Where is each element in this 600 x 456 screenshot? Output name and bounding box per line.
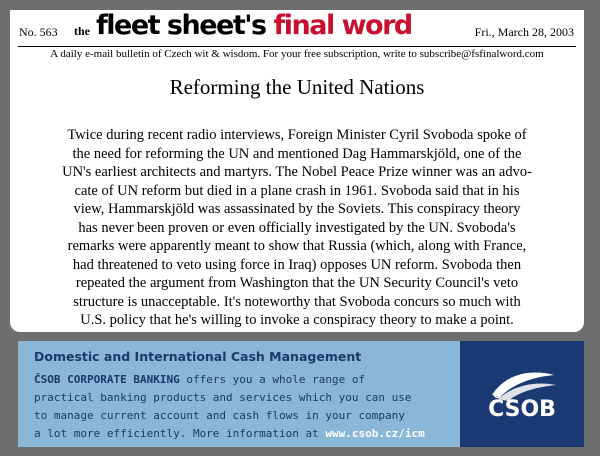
- ad-company-name: ČSOB CORPORATE BANKING: [34, 373, 180, 386]
- article-headline: Reforming the United Nations: [169, 75, 425, 99]
- issue-number: No. 563: [19, 25, 58, 39]
- issue-date: Fri., March 28, 2003: [474, 25, 574, 39]
- ad-line: to manage current account and cash flows in your company: [34, 409, 405, 422]
- article-line: repeated the argument from Washington that the UN Security Council's veto: [75, 275, 519, 291]
- logo-black-text: fleet sheet's: [96, 10, 274, 41]
- article-line: UN's earliest architects and martyrs. The Nobel Peace Prize winner was an advo-: [62, 164, 532, 180]
- article-line: cate of UN reform but died in a plane crash in 1961. Svoboda said that in his: [74, 182, 520, 199]
- ad-heading: Domestic and International Cash Management: [34, 349, 362, 364]
- logo-the: the: [74, 24, 90, 38]
- article-line: U.S. policy that he's willing to invoke a conspiracy theory to make a point.: [80, 312, 514, 328]
- brand-name: ČSOB: [488, 397, 556, 422]
- bulletin: [10, 10, 584, 332]
- logo: [96, 10, 412, 41]
- advertisement-banner[interactable]: [18, 341, 584, 447]
- article-line: the need for reforming the UN and mentioned Dag Hammarskjöld, one of the: [72, 145, 522, 162]
- masthead-divider: [18, 46, 576, 47]
- ad-line: practical banking products and services which you can use: [34, 391, 412, 404]
- article-line: has never been proven or even officially investigated by the UN. Svoboda's: [78, 219, 516, 236]
- article-line: remarks were apparently meant to show that Russia (which, along with France,: [67, 238, 527, 254]
- ad-line: a lot more efficiently. More information at: [34, 427, 326, 440]
- ad-url-link[interactable]: www.csob.cz/icm: [325, 427, 425, 440]
- article-line: Twice during recent radio interviews, Foreign Minister Cyril Svoboda spoke of: [67, 127, 527, 143]
- article-body: [30, 126, 564, 330]
- csob-wave-logo-icon: [488, 365, 558, 401]
- ad-body: [34, 371, 425, 443]
- article-line: view, Hammarskjöld was assassinated by the Soviets. This conspiracy theory: [73, 201, 521, 217]
- masthead: [10, 10, 584, 48]
- tagline: A daily e-mail bulletin of Czech wit & wisdom. For your free subscription, write to subscribe@fsfinalword.com: [50, 48, 544, 60]
- brand-panel[interactable]: [460, 341, 584, 447]
- article-line: had threatened to veto using force in Iraq) opposes UN reform. Svoboda then: [72, 256, 522, 273]
- logo-red-text: final word: [273, 10, 412, 41]
- ad-line: offers you a whole range of: [179, 373, 366, 386]
- article-line: structure is unacceptable. It's noteworthy that Svoboda concurs so much with: [73, 293, 521, 310]
